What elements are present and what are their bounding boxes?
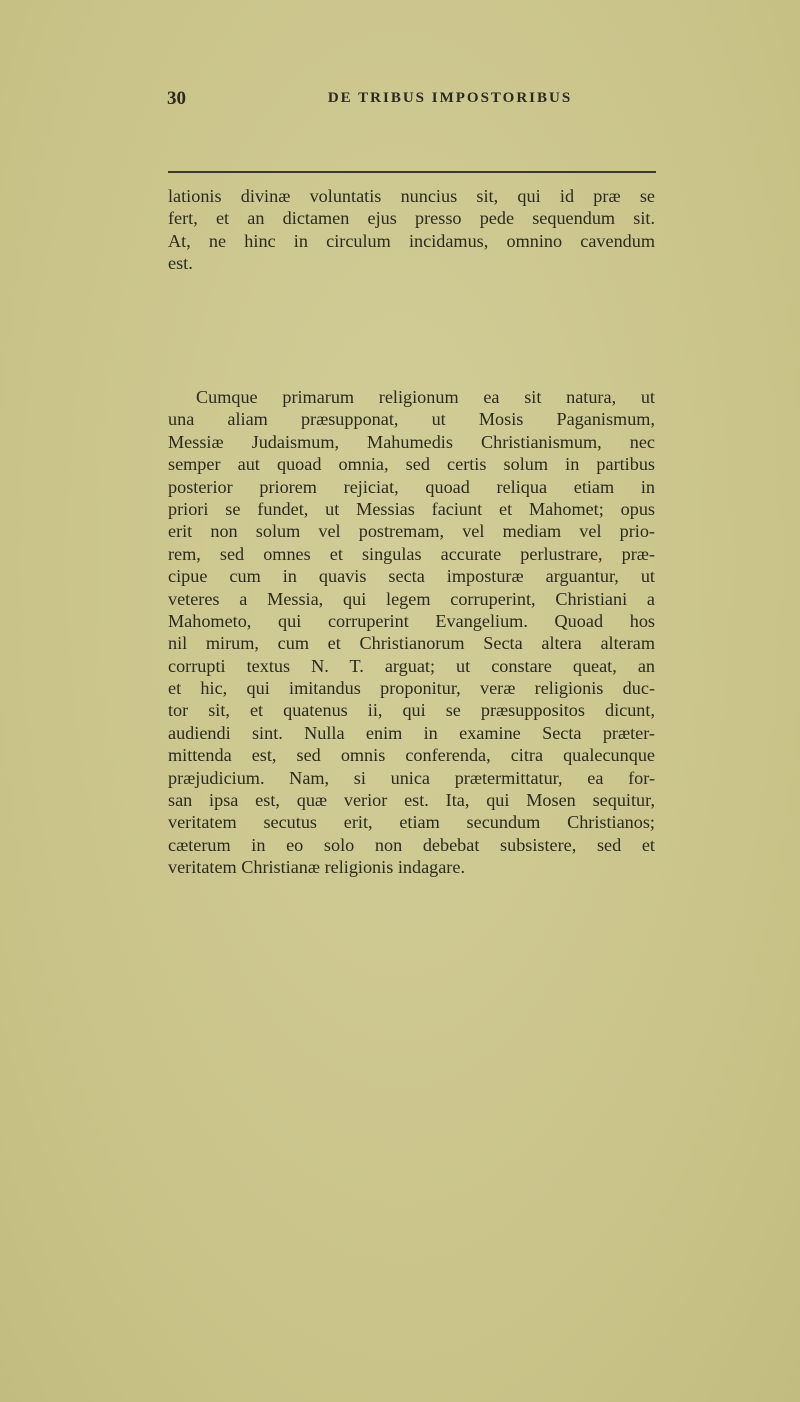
text-line: priori se fundet, ut Messias faciunt et Mahomet; opus [168,498,655,519]
paragraph-1 [168,185,655,275]
text-line: erit non solum vel postremam, vel mediam vel prio- [168,521,655,542]
page-number: 30 [167,88,186,109]
text-line: semper aut quoad omnia, sed certis solum in partibus [168,454,655,475]
text-line: Cumque primarum religionum ea sit natura, ut [196,387,655,407]
text-line: san ipsa est, quæ verior est. Ita, qui Mosen sequitur, [168,790,655,811]
text-line: tor sit, et quatenus ii, qui se præsuppositos dicunt, [168,700,655,721]
text-line: est. [168,253,193,274]
text-line: veritatem secutus erit, etiam secundum Christianos; [168,812,655,833]
text-line: præjudicium. Nam, si unica prætermittatur, ea for- [168,767,655,788]
text-line: cipue cum in quavis secta imposturæ arguantur, ut [168,566,655,587]
text-line: fert, et an dictamen ejus presso pede sequendum sit. [168,208,655,229]
text-line: nil mirum, cum et Christianorum Secta altera alteram [168,633,655,654]
text-line: posterior priorem rejiciat, quoad reliqua etiam in [168,476,655,497]
text-line: Messiæ Judaismum, Mahumedis Christianismum, nec [168,431,655,452]
text-line: et hic, qui imitandus proponitur, veræ religionis duc- [168,678,655,699]
paragraph-2 [168,386,655,879]
text-line: audiendi sint. Nulla enim in examine Secta præter- [168,722,655,743]
text-line: corrupti textus N. T. arguat; ut constare queat, an [168,655,655,676]
text-line: cæterum in eo solo non debebat subsistere, sed et [168,834,655,855]
text-line: veritatem Christianæ religionis indagare. [168,857,465,878]
text-line: una aliam præsupponat, ut Mosis Paganismum, [168,409,655,430]
header-rule [168,171,656,173]
text-line: Mahometo, qui corruperint Evangelium. Quoad hos [168,610,655,631]
text-line: veteres a Messia, qui legem corruperint, Christiani a [168,588,655,609]
text-line: lationis divinæ voluntatis nuncius sit, qui id præ se [168,186,655,206]
running-title: DE TRIBUS IMPOSTORIBUS [327,90,573,106]
text-line: mittenda est, sed omnis conferenda, citra qualecunque [168,745,655,766]
text-line: rem, sed omnes et singulas accurate perlustrare, præ- [168,543,655,564]
text-line: At, ne hinc in circulum incidamus, omnino cavendum [168,230,655,251]
